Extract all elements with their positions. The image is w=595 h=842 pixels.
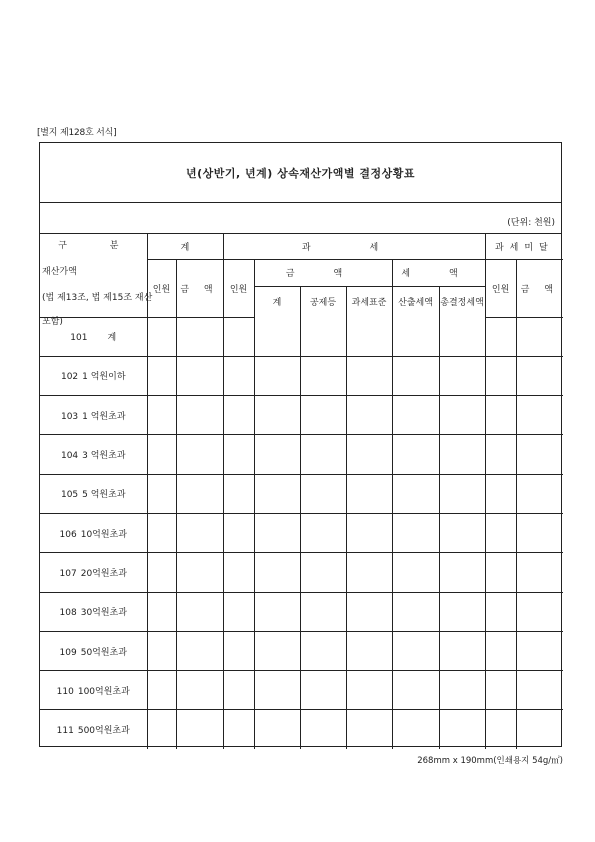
blank-entry-cell[interactable]	[147, 435, 176, 474]
blank-entry-cell[interactable]	[254, 356, 300, 395]
form-number-label: [별지 제128호 서식]	[37, 128, 117, 138]
blank-entry-cell[interactable]	[439, 710, 485, 749]
header-sum: 계	[254, 286, 300, 317]
blank-entry-cell[interactable]	[346, 631, 392, 670]
blank-entry-cell[interactable]	[176, 435, 223, 474]
table-row	[40, 513, 563, 552]
row-label	[40, 396, 147, 435]
header-calculated-tax: 산출세액	[392, 286, 439, 317]
header-row-label-2: (법 제13조, 법 제15조 재산	[42, 293, 153, 303]
blank-entry-cell[interactable]	[392, 631, 439, 670]
status-table	[40, 234, 563, 749]
row-label-text: 계	[107, 333, 117, 344]
table-row	[40, 631, 563, 670]
table-row	[40, 317, 563, 356]
header-deductions: 공제등	[300, 286, 346, 317]
blank-entry-cell[interactable]	[485, 553, 516, 592]
blank-entry-cell[interactable]	[223, 513, 254, 552]
header-taxed-amount: 금 액	[254, 259, 392, 286]
blank-entry-cell[interactable]	[516, 671, 563, 710]
table-row	[40, 356, 563, 395]
paper-size-note: 268mm x 190mm(인쇄용지 54g/㎡)	[417, 756, 563, 766]
blank-entry-cell[interactable]	[176, 356, 223, 395]
row-label-text: 3 억원초과	[82, 451, 126, 462]
blank-entry-cell[interactable]	[346, 396, 392, 435]
blank-entry-cell[interactable]	[439, 631, 485, 670]
blank-entry-cell[interactable]	[300, 356, 346, 395]
row-code: 110	[56, 686, 74, 697]
blank-entry-cell[interactable]	[300, 592, 346, 631]
blank-entry-cell[interactable]	[223, 396, 254, 435]
row-label-text: 500억원초과	[77, 726, 130, 737]
row-label	[40, 592, 147, 631]
blank-entry-cell[interactable]	[392, 513, 439, 552]
blank-entry-cell[interactable]	[346, 671, 392, 710]
blank-entry-cell[interactable]	[254, 474, 300, 513]
table-row	[40, 710, 563, 749]
blank-entry-cell[interactable]	[392, 317, 439, 356]
row-code: 109	[59, 647, 77, 658]
table-row	[40, 671, 563, 710]
blank-entry-cell[interactable]	[392, 396, 439, 435]
blank-entry-cell[interactable]	[516, 356, 563, 395]
blank-entry-cell[interactable]	[300, 317, 346, 356]
header-taxed: 과 세	[223, 234, 485, 259]
blank-entry-cell[interactable]	[516, 435, 563, 474]
header-row-label-3: 포함)	[42, 317, 63, 327]
row-label-text: 100억원초과	[77, 686, 130, 697]
blank-entry-cell[interactable]	[439, 513, 485, 552]
blank-entry-cell[interactable]	[439, 317, 485, 356]
blank-entry-cell[interactable]	[223, 592, 254, 631]
blank-entry-cell[interactable]	[516, 592, 563, 631]
table-row	[40, 474, 563, 513]
blank-entry-cell[interactable]	[346, 356, 392, 395]
blank-entry-cell[interactable]	[346, 710, 392, 749]
blank-entry-cell[interactable]	[485, 671, 516, 710]
blank-entry-cell[interactable]	[485, 474, 516, 513]
header-tax-base: 과세표준	[346, 286, 392, 317]
blank-entry-cell[interactable]	[147, 592, 176, 631]
row-label	[40, 671, 147, 710]
blank-entry-cell[interactable]	[300, 710, 346, 749]
blank-entry-cell[interactable]	[254, 631, 300, 670]
blank-entry-cell[interactable]	[439, 474, 485, 513]
blank-entry-cell[interactable]	[223, 710, 254, 749]
blank-entry-cell[interactable]	[300, 435, 346, 474]
table-row	[40, 592, 563, 631]
row-code: 103	[60, 411, 79, 422]
blank-entry-cell[interactable]	[147, 671, 176, 710]
table-row	[40, 396, 563, 435]
header-total: 계	[147, 234, 223, 259]
blank-entry-cell[interactable]	[176, 671, 223, 710]
blank-entry-cell[interactable]	[300, 631, 346, 670]
row-label	[40, 356, 147, 395]
unit-row	[40, 203, 561, 234]
unit-label: (단위: 천원)	[507, 218, 555, 228]
blank-entry-cell[interactable]	[176, 396, 223, 435]
form-frame	[39, 142, 562, 747]
row-code: 105	[60, 490, 79, 501]
table-body	[40, 317, 563, 749]
blank-entry-cell[interactable]	[223, 474, 254, 513]
blank-entry-cell[interactable]	[254, 317, 300, 356]
blank-entry-cell[interactable]	[439, 435, 485, 474]
blank-entry-cell[interactable]	[516, 317, 563, 356]
blank-entry-cell[interactable]	[392, 474, 439, 513]
row-label	[40, 553, 147, 592]
blank-entry-cell[interactable]	[346, 474, 392, 513]
blank-entry-cell[interactable]	[147, 356, 176, 395]
blank-entry-cell[interactable]	[147, 396, 176, 435]
row-label-text: 30억원초과	[80, 608, 127, 619]
blank-entry-cell[interactable]	[176, 631, 223, 670]
header-tax-amount: 세 액	[392, 259, 485, 286]
blank-entry-cell[interactable]	[254, 671, 300, 710]
blank-entry-cell[interactable]	[254, 553, 300, 592]
blank-entry-cell[interactable]	[392, 710, 439, 749]
header-total-persons: 인원	[147, 259, 176, 317]
blank-entry-cell[interactable]	[485, 592, 516, 631]
header-untaxed-persons: 인원	[485, 259, 516, 317]
blank-entry-cell[interactable]	[439, 356, 485, 395]
blank-entry-cell[interactable]	[485, 435, 516, 474]
blank-entry-cell[interactable]	[485, 631, 516, 670]
blank-entry-cell[interactable]	[254, 710, 300, 749]
blank-entry-cell[interactable]	[300, 474, 346, 513]
blank-entry-cell[interactable]	[346, 513, 392, 552]
blank-entry-cell[interactable]	[223, 631, 254, 670]
blank-entry-cell[interactable]	[516, 396, 563, 435]
blank-entry-cell[interactable]	[439, 553, 485, 592]
row-label	[40, 513, 147, 552]
blank-entry-cell[interactable]	[516, 553, 563, 592]
blank-entry-cell[interactable]	[300, 513, 346, 552]
blank-entry-cell[interactable]	[147, 474, 176, 513]
form-title: 년(상반기, 년계) 상속재산가액별 결정상황표	[186, 166, 415, 180]
header-corner-cell	[40, 234, 153, 327]
blank-entry-cell[interactable]	[392, 356, 439, 395]
header-taxed-persons: 인원	[223, 259, 254, 317]
blank-entry-cell[interactable]	[147, 553, 176, 592]
header-gubun: 구 분	[58, 241, 139, 251]
table-row	[40, 435, 563, 474]
blank-entry-cell[interactable]	[392, 435, 439, 474]
title-row	[40, 143, 561, 203]
blank-entry-cell[interactable]	[223, 435, 254, 474]
row-code: 101	[70, 333, 88, 344]
blank-entry-cell[interactable]	[254, 513, 300, 552]
header-row-label-1: 재산가액	[42, 267, 77, 277]
blank-entry-cell[interactable]	[147, 317, 176, 356]
blank-entry-cell[interactable]	[439, 592, 485, 631]
row-label-text: 5 억원초과	[82, 490, 126, 501]
blank-entry-cell[interactable]	[223, 317, 254, 356]
row-code: 104	[60, 451, 79, 462]
blank-entry-cell[interactable]	[516, 631, 563, 670]
row-code: 111	[56, 726, 74, 737]
row-code: 108	[59, 608, 77, 619]
blank-entry-cell[interactable]	[254, 435, 300, 474]
header-total-money: 금 액	[176, 259, 223, 317]
blank-entry-cell[interactable]	[223, 671, 254, 710]
row-label-text: 50억원초과	[80, 647, 127, 658]
blank-entry-cell[interactable]	[147, 513, 176, 552]
blank-entry-cell[interactable]	[346, 553, 392, 592]
blank-entry-cell[interactable]	[300, 671, 346, 710]
blank-entry-cell[interactable]	[254, 396, 300, 435]
blank-entry-cell[interactable]	[439, 671, 485, 710]
blank-entry-cell[interactable]	[147, 710, 176, 749]
blank-entry-cell[interactable]	[254, 592, 300, 631]
blank-entry-cell[interactable]	[300, 553, 346, 592]
blank-entry-cell[interactable]	[346, 317, 392, 356]
blank-entry-cell[interactable]	[485, 317, 516, 356]
blank-entry-cell[interactable]	[346, 592, 392, 631]
row-code: 106	[59, 529, 77, 540]
blank-entry-cell[interactable]	[516, 474, 563, 513]
blank-entry-cell[interactable]	[176, 317, 223, 356]
blank-entry-cell[interactable]	[392, 553, 439, 592]
blank-entry-cell[interactable]	[516, 513, 563, 552]
header-decided-tax: 총결정세액	[439, 286, 485, 317]
blank-entry-cell[interactable]	[147, 631, 176, 670]
header-untaxed-money: 금 액	[516, 259, 563, 317]
blank-entry-cell[interactable]	[485, 513, 516, 552]
blank-entry-cell[interactable]	[516, 710, 563, 749]
header-untaxed: 과세미달	[485, 234, 563, 259]
blank-entry-cell[interactable]	[439, 396, 485, 435]
blank-entry-cell[interactable]	[392, 671, 439, 710]
row-label-text: 1 억원이하	[82, 372, 126, 383]
blank-entry-cell[interactable]	[392, 592, 439, 631]
blank-entry-cell[interactable]	[485, 710, 516, 749]
row-label-text: 20억원초과	[80, 568, 127, 579]
table-row	[40, 553, 563, 592]
row-label	[40, 710, 147, 749]
row-code: 107	[59, 568, 77, 579]
row-label	[40, 435, 147, 474]
row-label-text: 10억원초과	[80, 529, 127, 540]
blank-entry-cell[interactable]	[176, 474, 223, 513]
blank-entry-cell[interactable]	[485, 396, 516, 435]
row-label	[40, 631, 147, 670]
blank-entry-cell[interactable]	[346, 435, 392, 474]
blank-entry-cell[interactable]	[176, 553, 223, 592]
blank-entry-cell[interactable]	[223, 356, 254, 395]
blank-entry-cell[interactable]	[176, 592, 223, 631]
row-code: 102	[60, 372, 79, 383]
row-label	[40, 474, 147, 513]
blank-entry-cell[interactable]	[223, 553, 254, 592]
row-label-text: 1 억원초과	[82, 411, 126, 422]
blank-entry-cell[interactable]	[176, 513, 223, 552]
blank-entry-cell[interactable]	[176, 710, 223, 749]
blank-entry-cell[interactable]	[485, 356, 516, 395]
blank-entry-cell[interactable]	[300, 396, 346, 435]
